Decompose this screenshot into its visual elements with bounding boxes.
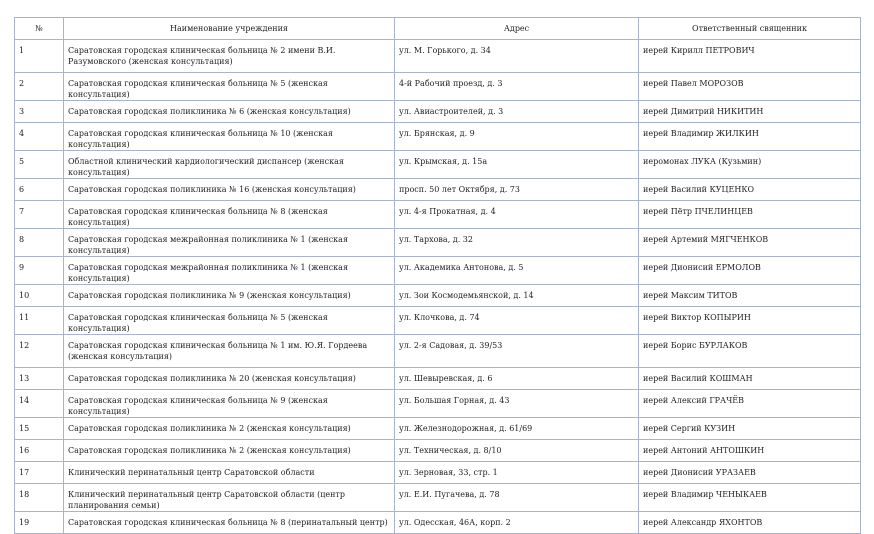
address: ул. М. Горького, д. 34 (395, 40, 639, 73)
row-number: 1 (15, 40, 64, 73)
header-number: № (15, 18, 64, 40)
responsible-priest: иерей Василий КОШМАН (639, 368, 861, 390)
row-number: 7 (15, 201, 64, 229)
table-row (15, 440, 861, 462)
table-row (15, 123, 861, 151)
table-row (15, 418, 861, 440)
address: ул. Зои Космодемьянской, д. 14 (395, 285, 639, 307)
row-number: 14 (15, 390, 64, 418)
table-row (15, 512, 861, 534)
address: ул. Тархова, д. 32 (395, 229, 639, 257)
table-row (15, 40, 861, 73)
institution-name: Саратовская городская клиническая больница № 10 (женская консультация) (64, 123, 395, 151)
institution-name: Саратовская городская клиническая больница № 2 имени В.И. Разумовского (женская консультация) (64, 40, 395, 73)
header-row (15, 18, 861, 40)
address: ул. Е.И. Пугачева, д. 78 (395, 484, 639, 512)
table-row (15, 179, 861, 201)
address: 4-й Рабочий проезд, д. 3 (395, 73, 639, 101)
institution-name: Саратовская городская поликлиника № 2 (женская консультация) (64, 418, 395, 440)
row-number: 9 (15, 257, 64, 285)
responsible-priest: иерей Артемий МЯГЧЕНКОВ (639, 229, 861, 257)
table-row (15, 229, 861, 257)
institution-name: Саратовская городская поликлиника № 2 (женская консультация) (64, 440, 395, 462)
table-row (15, 285, 861, 307)
table-row (15, 368, 861, 390)
table-row (15, 101, 861, 123)
responsible-priest: иерей Владимир ЖИЛКИН (639, 123, 861, 151)
responsible-priest: иерей Дионисий ЕРМОЛОВ (639, 257, 861, 285)
responsible-priest: иеромонах ЛУКА (Кузьмин) (639, 151, 861, 179)
address: ул. Брянская, д. 9 (395, 123, 639, 151)
address: ул. Авиастроителей, д. 3 (395, 101, 639, 123)
address: ул. 4-я Прокатная, д. 4 (395, 201, 639, 229)
institution-name: Саратовская городская клиническая больница № 5 (женская консультация) (64, 307, 395, 335)
responsible-priest: иерей Дионисий УРАЗАЕВ (639, 462, 861, 484)
responsible-priest: иерей Владимир ЧЕНЫКАЕВ (639, 484, 861, 512)
row-number: 17 (15, 462, 64, 484)
institution-name: Саратовская городская поликлиника № 20 (женская консультация) (64, 368, 395, 390)
institution-name: Клинический перинатальный центр Саратовской области (центр планирования семьи) (64, 484, 395, 512)
row-number: 2 (15, 73, 64, 101)
table-row (15, 201, 861, 229)
responsible-priest: иерей Сергий КУЗИН (639, 418, 861, 440)
responsible-priest: иерей Виктор КОПЫРИН (639, 307, 861, 335)
institution-name: Областной клинический кардиологический диспансер (женская консультация) (64, 151, 395, 179)
responsible-priest: иерей Василий КУЦЕНКО (639, 179, 861, 201)
address: ул. Клочкова, д. 74 (395, 307, 639, 335)
row-number: 4 (15, 123, 64, 151)
address: ул. 2-я Садовая, д. 39/53 (395, 335, 639, 368)
institution-name: Клинический перинатальный центр Саратовской области (64, 462, 395, 484)
responsible-priest: иерей Алексий ГРАЧЁВ (639, 390, 861, 418)
header-address: Адрес (395, 18, 639, 40)
row-number: 8 (15, 229, 64, 257)
responsible-priest: иерей Александр ЯХОНТОВ (639, 512, 861, 534)
table-row (15, 484, 861, 512)
row-number: 3 (15, 101, 64, 123)
row-number: 6 (15, 179, 64, 201)
header-institution: Наименование учреждения (64, 18, 395, 40)
responsible-priest: иерей Максим ТИТОВ (639, 285, 861, 307)
institution-name: Саратовская городская клиническая больница № 8 (перинатальный центр) (64, 512, 395, 534)
table-row (15, 257, 861, 285)
header-priest: Ответственный священник (639, 18, 861, 40)
responsible-priest: иерей Пётр ПЧЕЛИНЦЕВ (639, 201, 861, 229)
address: ул. Большая Горная, д. 43 (395, 390, 639, 418)
institution-name: Саратовская городская поликлиника № 9 (женская консультация) (64, 285, 395, 307)
institution-name: Саратовская городская межрайонная поликлиника № 1 (женская консультация) (64, 257, 395, 285)
row-number: 15 (15, 418, 64, 440)
address: ул. Техническая, д. 8/10 (395, 440, 639, 462)
address: просп. 50 лет Октября, д. 73 (395, 179, 639, 201)
institution-name: Саратовская городская клиническая больница № 1 им. Ю.Я. Гордеева (женская консультация) (64, 335, 395, 368)
row-number: 13 (15, 368, 64, 390)
institution-name: Саратовская городская поликлиника № 16 (женская консультация) (64, 179, 395, 201)
responsible-priest: иерей Павел МОРОЗОВ (639, 73, 861, 101)
institution-name: Саратовская городская межрайонная поликлиника № 1 (женская консультация) (64, 229, 395, 257)
institution-name: Саратовская городская поликлиника № 6 (женская консультация) (64, 101, 395, 123)
institution-name: Саратовская городская клиническая больница № 5 (женская консультация) (64, 73, 395, 101)
table-row (15, 462, 861, 484)
address: ул. Шевыревская, д. 6 (395, 368, 639, 390)
responsible-priest: иерей Антоний АНТОШКИН (639, 440, 861, 462)
row-number: 12 (15, 335, 64, 368)
hospitals-table (14, 17, 861, 534)
responsible-priest: иерей Кирилл ПЕТРОВИЧ (639, 40, 861, 73)
address: ул. Академика Антонова, д. 5 (395, 257, 639, 285)
address: ул. Железнодорожная, д. 61/69 (395, 418, 639, 440)
address: ул. Крымская, д. 15а (395, 151, 639, 179)
address: ул. Зерновая, 33, стр. 1 (395, 462, 639, 484)
row-number: 10 (15, 285, 64, 307)
row-number: 5 (15, 151, 64, 179)
responsible-priest: иерей Димитрий НИКИТИН (639, 101, 861, 123)
table-row (15, 73, 861, 101)
row-number: 19 (15, 512, 64, 534)
table-row (15, 390, 861, 418)
row-number: 16 (15, 440, 64, 462)
table-row (15, 335, 861, 368)
institution-name: Саратовская городская клиническая больница № 9 (женская консультация) (64, 390, 395, 418)
table-row (15, 151, 861, 179)
row-number: 11 (15, 307, 64, 335)
institution-name: Саратовская городская клиническая больница № 8 (женская консультация) (64, 201, 395, 229)
address: ул. Одесская, 46А, корп. 2 (395, 512, 639, 534)
row-number: 18 (15, 484, 64, 512)
table-row (15, 307, 861, 335)
responsible-priest: иерей Борис БУРЛАКОВ (639, 335, 861, 368)
